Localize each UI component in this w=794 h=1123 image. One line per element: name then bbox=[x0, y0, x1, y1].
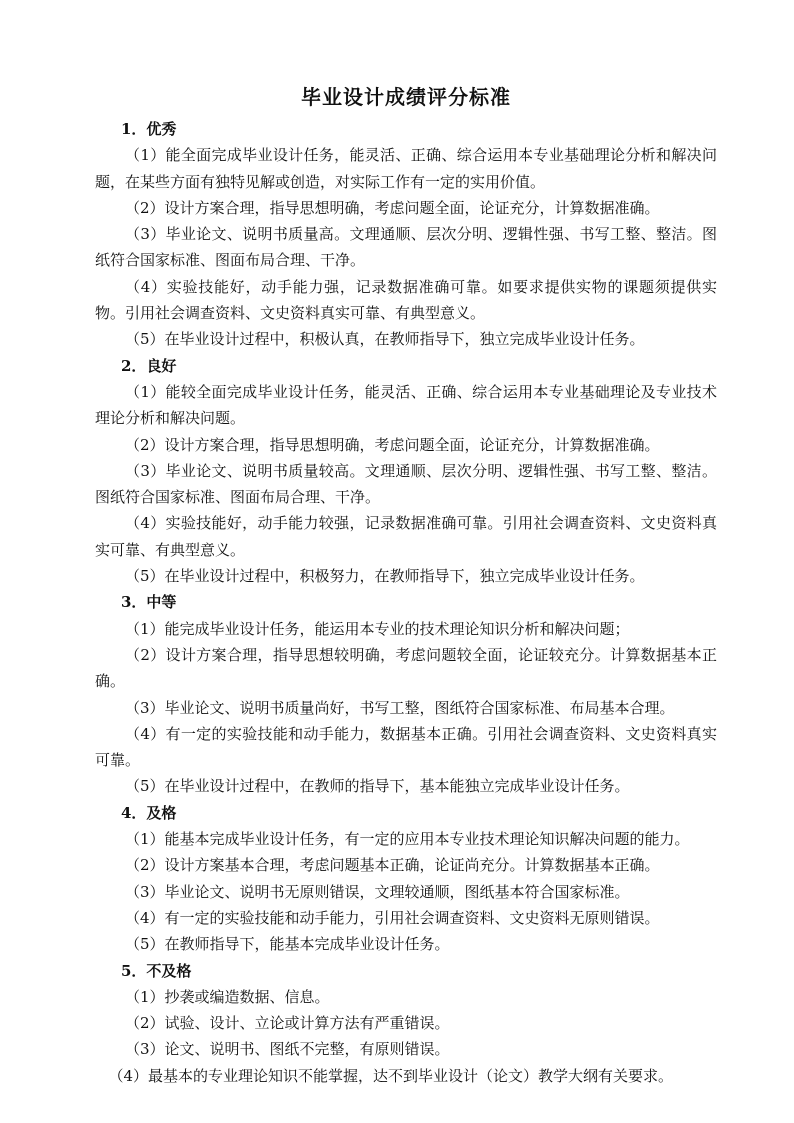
criteria-item: （2）设计方案合理，指导思想较明确，考虑问题较全面，论证较充分。计算数据基本正确。 bbox=[95, 645, 717, 691]
criteria-item: （2）试验、设计、立论或计算方法有严重错误。 bbox=[125, 1014, 450, 1033]
section-heading: 5．不及格 bbox=[121, 961, 192, 980]
section bbox=[95, 589, 717, 799]
criteria-item: （4）有一定的实验技能和动手能力，引用社会调查资料、文史资料无原则错误。 bbox=[125, 908, 660, 927]
criteria-item: （1）抄袭或编造数据、信息。 bbox=[125, 987, 330, 1006]
section bbox=[95, 958, 717, 1089]
section bbox=[95, 800, 717, 958]
criteria-item: （1）能完成毕业设计任务，能运用本专业的技术理论知识分析和解决问题； bbox=[125, 619, 630, 638]
document-page bbox=[95, 82, 717, 1089]
criteria-item: （2）设计方案基本合理，考虑问题基本正确，论证尚充分。计算数据基本正确。 bbox=[125, 856, 660, 875]
criteria-item: （2）设计方案合理，指导思想明确，考虑问题全面，论证充分，计算数据准确。 bbox=[125, 198, 660, 217]
criteria-item: （4）有一定的实验技能和动手能力，数据基本正确。引用社会调查资料、文史资料真实可靠。 bbox=[95, 724, 717, 770]
criteria-item: （3）毕业论文、说明书质量尚好，书写工整，图纸符合国家标准、布局基本合理。 bbox=[125, 698, 675, 717]
criteria-item: （2）设计方案合理，指导思想明确，考虑问题全面，论证充分，计算数据准确。 bbox=[125, 435, 660, 454]
criteria-item: （1）能基本完成毕业设计任务，有一定的应用本专业技术理论知识解决问题的能力。 bbox=[125, 830, 690, 849]
criteria-item: （5）在教师指导下，能基本完成毕业设计任务。 bbox=[125, 935, 450, 954]
criteria-item: （3）毕业论文、说明书质量较高。文理通顺、层次分明、逻辑性强、书写工整、整洁。图纸符合国家标准、图面布局合理、干净。 bbox=[95, 461, 717, 507]
section bbox=[95, 116, 717, 353]
criteria-item: （1）能全面完成毕业设计任务，能灵活、正确、综合运用本专业基础理论分析和解决问题，在某些方面有独特见解或创造，对实际工作有一定的实用价值。 bbox=[95, 146, 717, 191]
criteria-item: （1）能较全面完成毕业设计任务，能灵活、正确、综合运用本专业基础理论及专业技术理论分析和解决问题。 bbox=[95, 382, 717, 428]
sections bbox=[95, 116, 717, 1089]
document-title: 毕业设计成绩评分标准 bbox=[301, 85, 511, 109]
criteria-item: （5）在毕业设计过程中，积极认真，在教师指导下，独立完成毕业设计任务。 bbox=[125, 330, 645, 349]
section-heading: 1．优秀 bbox=[121, 120, 177, 138]
section-heading: 4．及格 bbox=[121, 803, 177, 822]
criteria-item: （5）在毕业设计过程中，在教师的指导下，基本能独立完成毕业设计任务。 bbox=[125, 777, 630, 796]
criteria-item: （3）毕业论文、说明书质量高。文理通顺、层次分明、逻辑性强、书写工整、整洁。图纸符合国家标准、图面布局合理、干净。 bbox=[95, 225, 717, 270]
criteria-item: （4）实验技能好，动手能力较强，记录数据准确可靠。引用社会调查资料、文史资料真实可靠、有典型意义。 bbox=[95, 514, 717, 559]
criteria-item: （3）毕业论文、说明书无原则错误，文理较通顺，图纸基本符合国家标准。 bbox=[125, 882, 630, 901]
criteria-item: （5）在毕业设计过程中，积极努力，在教师指导下，独立完成毕业设计任务。 bbox=[125, 567, 645, 586]
section-heading: 2．良好 bbox=[121, 356, 177, 375]
criteria-item: （4）实验技能好，动手能力强，记录数据准确可靠。如要求提供实物的课题须提供实物。引用社会调查资料、文史资料真实可靠、有典型意义。 bbox=[95, 277, 717, 323]
criteria-item: （4）最基本的专业理论知识不能掌握，达不到毕业设计（论文）教学大纲有关要求。 bbox=[108, 1066, 674, 1085]
criteria-item: （3）论文、说明书、图纸不完整，有原则错误。 bbox=[125, 1040, 450, 1059]
section bbox=[95, 353, 717, 590]
section-heading: 3．中等 bbox=[121, 593, 177, 612]
